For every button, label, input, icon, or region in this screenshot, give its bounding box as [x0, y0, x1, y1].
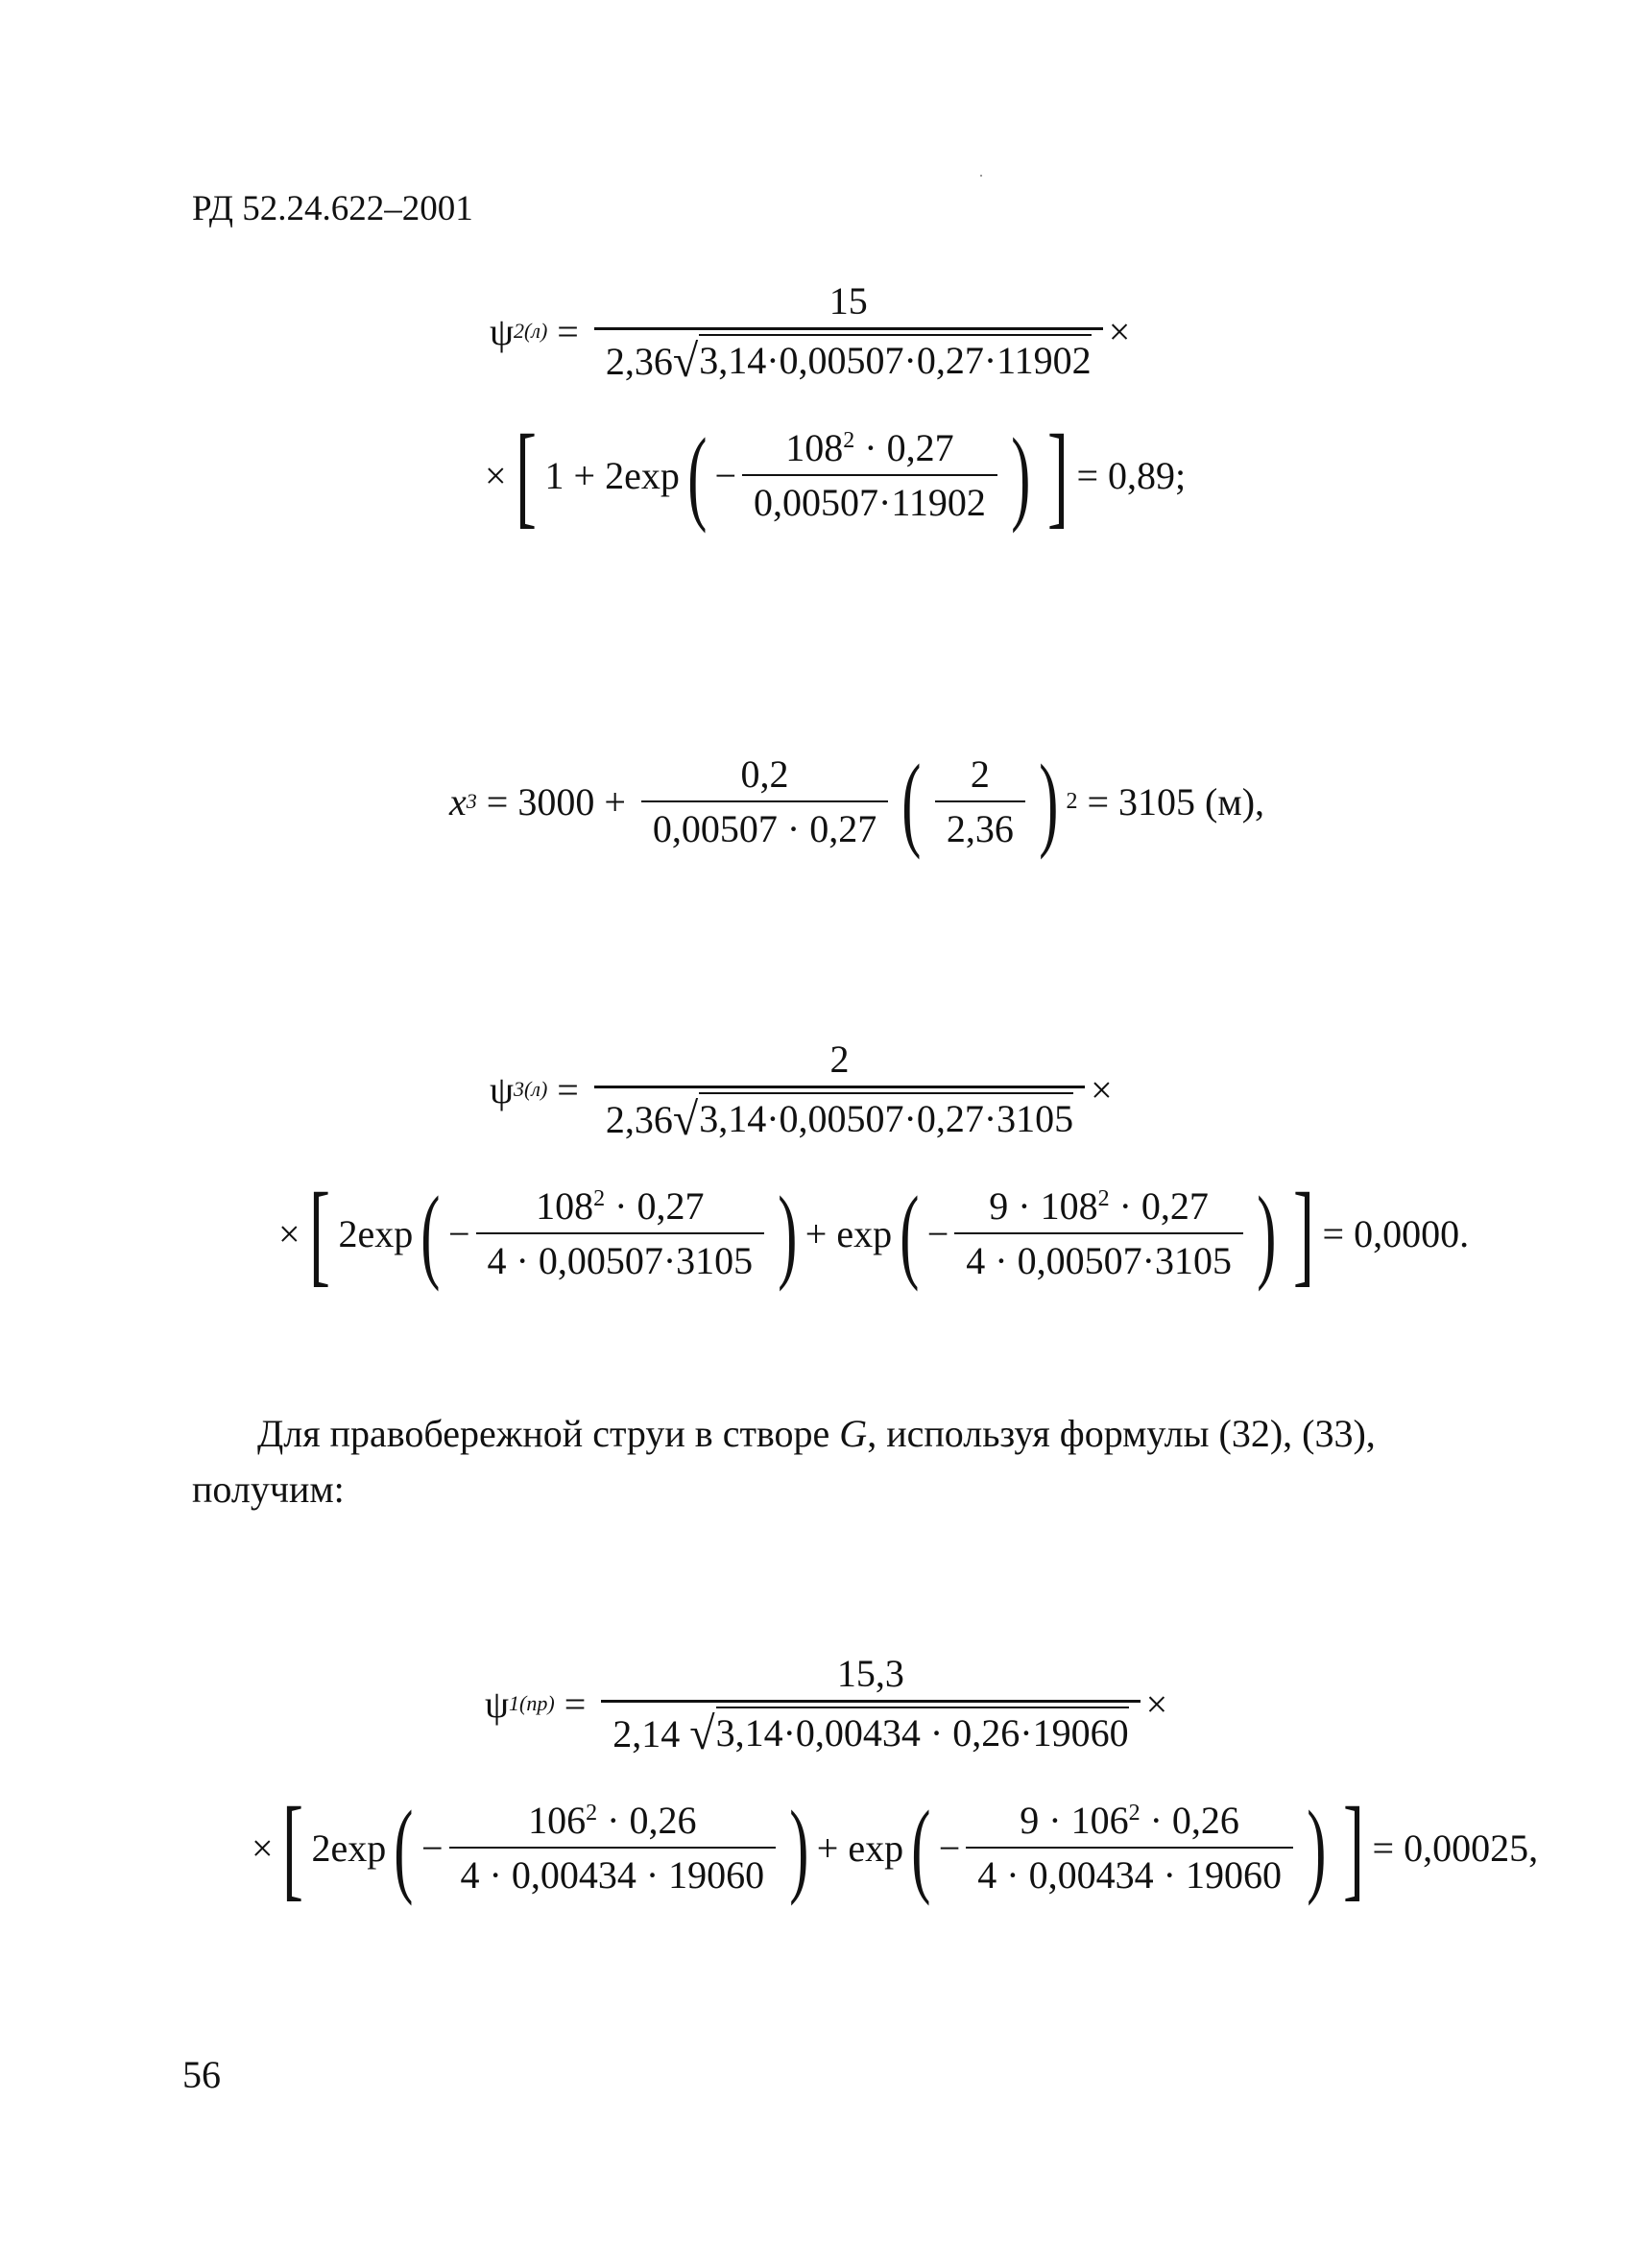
- result: = 0,00025,: [1372, 1826, 1539, 1870]
- left-paren: (: [911, 1789, 931, 1906]
- base: 106: [528, 1799, 587, 1842]
- result: = 3105 (м),: [1087, 779, 1265, 824]
- coefficient: 2,36: [605, 340, 673, 383]
- minus-sign: −: [420, 1826, 444, 1870]
- psi-subscript: 1(пр): [509, 1691, 555, 1715]
- page-number: 56: [182, 2053, 221, 2096]
- psi-symbol: ψ: [490, 309, 515, 353]
- exp-numerator: [774, 425, 965, 474]
- numerator: [524, 1183, 715, 1232]
- minus-sign: −: [926, 1211, 949, 1255]
- left-square-bracket: [: [308, 1169, 330, 1297]
- square-root: [689, 1707, 1129, 1759]
- left-paren: (: [901, 743, 922, 860]
- left-paren: (: [394, 1789, 414, 1906]
- exp-fraction: [742, 425, 997, 525]
- denominator: 4 · 0,00507·3105: [476, 1232, 765, 1283]
- formula-psi3-line1: [490, 1037, 1113, 1145]
- numerator: 2: [829, 1038, 850, 1081]
- denominator: 2,36: [935, 800, 1025, 851]
- denominator: [594, 327, 1103, 387]
- formula-psi3-line2: [278, 1169, 1470, 1297]
- fraction: [641, 752, 888, 851]
- times-sign: ×: [1091, 1067, 1113, 1111]
- numerator: 0,2: [740, 752, 789, 796]
- term1-fraction: [449, 1798, 777, 1898]
- plus-exp: + exp: [804, 1211, 893, 1255]
- square-root: [672, 334, 1092, 387]
- paragraph-text-before: Для правобережной струи в створе: [257, 1412, 840, 1455]
- coefficient: 2,36: [605, 1098, 673, 1141]
- right-paren: ): [778, 1175, 798, 1292]
- radicand: 3,14·0,00434 · 0,26·19060: [716, 1707, 1129, 1755]
- document-code-header: РД 52.24.622–2001: [192, 189, 473, 228]
- factor: · 0,27: [854, 426, 954, 469]
- right-square-bracket: ]: [1292, 1169, 1314, 1297]
- equation-prefix: = 3000 +: [486, 779, 626, 824]
- times-sign: ×: [1145, 1682, 1168, 1726]
- factor: · 0,26: [597, 1799, 697, 1842]
- base: 9 · 108: [989, 1184, 1098, 1228]
- minus-sign: −: [938, 1826, 961, 1870]
- base: 9 · 106: [1020, 1799, 1129, 1842]
- numerator: 15: [829, 279, 868, 322]
- coefficient: 2,14: [612, 1712, 681, 1755]
- right-paren: ): [1039, 743, 1059, 860]
- power: 2: [593, 1186, 606, 1211]
- variable-g: G: [839, 1412, 868, 1455]
- power: 2: [1097, 1186, 1110, 1211]
- left-square-bracket: [: [515, 411, 537, 538]
- times-sign: ×: [252, 1826, 274, 1870]
- denominator: 4 · 0,00434 · 19060: [966, 1847, 1293, 1898]
- psi-symbol: ψ: [485, 1682, 510, 1726]
- term2-fraction: [954, 1183, 1243, 1283]
- equals-sign: =: [557, 1067, 579, 1111]
- x-subscript: 3: [466, 789, 477, 813]
- scan-speck: [980, 175, 982, 177]
- plus-exp: + exp: [816, 1826, 904, 1870]
- formula-psi2-line1: [490, 278, 1131, 387]
- factor: · 0,27: [605, 1184, 705, 1228]
- formula-x3: [449, 743, 1274, 860]
- radicand: 3,14·0,00507·0,27·11902: [699, 334, 1091, 383]
- right-paren: ): [1011, 417, 1031, 534]
- fraction: [594, 1037, 1085, 1145]
- base: 108: [536, 1184, 594, 1228]
- denominator: 4 · 0,00434 · 19060: [449, 1847, 777, 1898]
- denominator: [601, 1700, 1140, 1759]
- fraction: [594, 278, 1103, 387]
- radical-sign-icon: √: [689, 1708, 715, 1759]
- equals-sign: =: [564, 1682, 587, 1726]
- fraction: [601, 1651, 1140, 1759]
- base: 108: [785, 426, 844, 469]
- radical-sign-icon: √: [672, 1094, 699, 1145]
- body-paragraph: [192, 1406, 1450, 1517]
- times-sign: ×: [278, 1211, 300, 1255]
- result: = 0,0000.: [1322, 1211, 1470, 1255]
- paren-fraction: [935, 752, 1025, 851]
- minus-sign: −: [714, 453, 737, 497]
- power: 2: [586, 1801, 598, 1826]
- formula-psi1-line2: [252, 1783, 1539, 1911]
- exp-denominator: 0,00507·11902: [742, 474, 997, 525]
- term2-fraction: [966, 1798, 1293, 1898]
- times-sign: ×: [1108, 309, 1131, 353]
- result: = 0,89;: [1076, 453, 1187, 497]
- left-square-bracket: [: [281, 1783, 303, 1911]
- numerator: 15,3: [836, 1652, 904, 1695]
- power: 2: [1128, 1801, 1141, 1826]
- denominator: 0,00507 · 0,27: [641, 800, 888, 851]
- denominator: [594, 1086, 1085, 1145]
- left-paren: (: [420, 1175, 441, 1292]
- denominator: 4 · 0,00507·3105: [954, 1232, 1243, 1283]
- psi-subscript: 2(л): [514, 319, 548, 343]
- right-paren: ): [1307, 1789, 1327, 1906]
- right-square-bracket: ]: [1342, 1783, 1364, 1911]
- numerator: [1008, 1798, 1251, 1847]
- times-sign: ×: [485, 453, 507, 497]
- right-paren: ): [789, 1789, 809, 1906]
- radicand: 3,14·0,00507·0,27·3105: [699, 1092, 1073, 1141]
- inner-prefix: 1 + 2exp: [544, 453, 680, 497]
- formula-psi1-line1: [485, 1651, 1168, 1759]
- term1-prefix: 2exp: [338, 1211, 414, 1255]
- power: 2: [1066, 788, 1078, 814]
- power: 2: [843, 428, 855, 453]
- right-paren: ): [1257, 1175, 1277, 1292]
- numerator: [516, 1798, 708, 1847]
- square-root: [672, 1092, 1074, 1145]
- equals-sign: =: [557, 309, 579, 353]
- psi-symbol: ψ: [490, 1067, 515, 1111]
- paragraph-text-after: , используя формулы (32), (33), получим:: [192, 1412, 1376, 1511]
- right-square-bracket: ]: [1046, 411, 1069, 538]
- left-paren: (: [687, 417, 708, 534]
- term1-fraction: [476, 1183, 765, 1283]
- numerator: [977, 1183, 1220, 1232]
- left-paren: (: [900, 1175, 920, 1292]
- variable-x: x: [449, 779, 467, 824]
- factor: · 0,26: [1140, 1799, 1239, 1842]
- psi-subscript: 3(л): [514, 1077, 548, 1101]
- radical-sign-icon: √: [672, 336, 699, 387]
- factor: · 0,27: [1109, 1184, 1209, 1228]
- numerator: 2: [970, 752, 990, 796]
- minus-sign: −: [447, 1211, 470, 1255]
- term1-prefix: 2exp: [311, 1826, 387, 1870]
- formula-psi2-line2: [485, 411, 1187, 538]
